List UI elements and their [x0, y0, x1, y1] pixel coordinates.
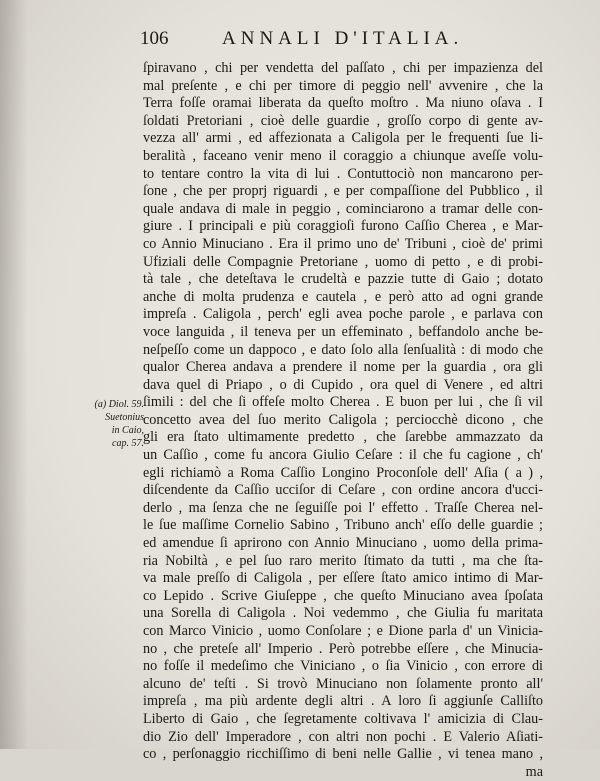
text-line: Ufiziali delle Compagnie Pretoriane , uomo di petto , e di probi- — [143, 253, 543, 270]
text-line: ſone , che per proprj riguardi , e per compaſſione del Pubblico , il — [143, 183, 543, 200]
text-line: no , che preteſe all' Imperio . Però potrebbe eſſere , che Minucia- — [143, 640, 543, 657]
text-line: con Marco Vinicio , uomo Conſolare ; e Dione parla d' un Vinicia- — [143, 623, 543, 639]
text-line: alcuno de' teſti . Si trovò Minuciano non ſolamente pronto all' — [143, 675, 543, 692]
margin-note — [88, 398, 144, 450]
text-line: neſpeſſo come un dappoco , e dato ſolo alla ſenſualità : di modo che — [143, 341, 543, 358]
running-title: ANNALI D'ITALIA. — [222, 28, 464, 49]
text-line: tà tale , che deteſtava le crudeltà e pazzie tutte di Gaio ; dotato — [143, 271, 543, 288]
text-line: gli era ſtato ultimamente predetto , che ſarebbe ammazzato da — [143, 429, 543, 446]
text-line: dio Zio dell' Imperadore , con altri non pochi . E Valerio Aſiati- — [143, 728, 543, 745]
margin-note-line: cap. 57. — [112, 438, 144, 449]
page-header — [140, 28, 560, 56]
text-line: ma — [525, 763, 543, 780]
text-line: co Annio Minuciano . Era il primo uno de' Tribuni , cioè de' primi — [143, 235, 543, 252]
text-line: voce languida , il teneva per un effeminato , beffandolo anche be- — [143, 323, 543, 340]
text-line: giure . I principali e più coraggioſi furono Caſſio Cherea , e Mar- — [143, 218, 543, 235]
text-line: co Lepido . Scrive Giuſeppe , che queſto Minuciano avea ſpoſata — [143, 587, 543, 604]
margin-note-line: (a) Diol. 59. — [94, 399, 144, 410]
text-line: impreſa , ma più ardente degli altri . A loro ſi aggiunſe Calliſto — [143, 693, 543, 710]
text-line: quale andava di male in peggio , cominciarono a tramar delle con- — [143, 200, 543, 217]
text-line: concetto avea del ſuo merito Caligola ; perciocchè dicono , che — [143, 411, 543, 428]
text-line: una Sorella di Caligola . Noi vedemmo , che Giulia fu maritata — [143, 605, 543, 622]
text-line: no foſſe il medeſimo che Viniciano , o ſia Vinicio , con errore di — [143, 658, 543, 675]
text-line: Liberto di Gaio , che ſegretamente coltivava l' amicizia di Clau- — [143, 710, 543, 727]
text-line: diſcendente da Caſſio ucciſor di Ceſare , con ordine ancora d'ucci- — [143, 482, 543, 499]
text-line: anche di molta prudenza e cautela , e però atto ad ogni grande — [143, 288, 543, 305]
text-line: egli richiamò a Roma Caſſio Longino Proconſole dell' Aſia ( a ) , — [143, 464, 543, 481]
text-line: vezza all' armi , ed affezionata a Caligola per le frequenti ſue li- — [143, 130, 543, 147]
text-line: va male preſſo di Caligola , per eſſere ſtato amico intimo di Mar- — [143, 570, 543, 587]
text-line: qualor Cherea andava a prendere il nome per la guardia , ora gli — [143, 359, 543, 376]
text-line: dava quel di Priapo , o di Cupido , ora quel di Venere , ed altri — [143, 376, 543, 393]
text-line: derlo , ma ſenza che ne ſeguiſſe poi l' effetto . Traſſe Cherea nel- — [143, 499, 543, 516]
text-line: ed amendue ſi aprirono con Annio Minuciano , uomo della prima- — [143, 535, 543, 552]
text-line: ſoldati Pretoriani , cioè delle guardie , groſſo corpo di gente av- — [143, 112, 543, 129]
text-line: beralità , faceano venir meno il coraggio a chiunque aveſſe volu- — [143, 147, 543, 164]
body-text — [143, 60, 543, 781]
text-line: mal preſente , e chi per timore di peggio nell' avvenire , che la — [143, 77, 543, 94]
text-line: ſimili : del che ſi offeſe molto Cherea . E buon per lui , che ſi vil — [143, 394, 543, 411]
text-line: co , perſonaggio ricchiſſimo di beni nelle Gallie , vi tenea mano , — [143, 746, 543, 763]
page-number: 106 — [140, 28, 169, 49]
margin-note-line: in Caio, — [111, 425, 144, 436]
text-line: impreſa . Caligola , perch' egli avea poche parole , e parlava con — [143, 306, 543, 323]
text-line: Terra foſſe oramai liberata da queſto moſtro . Ma niuno oſava . I — [143, 95, 543, 112]
text-line: un Caſſio , come fu ancora Giulio Ceſare : il che fu cagione , ch' — [143, 447, 543, 464]
margin-note-line: Suetonius — [105, 412, 144, 423]
text-line: le ſue maſſime Cornelio Sabino , Tribuno anch' eſſo delle guardie ; — [143, 517, 543, 534]
text-line: ria Nobiltà , e pel ſuo raro merito ſtimato da tutti , ma che ſta- — [143, 552, 543, 569]
text-line: to tentare contro la vita di lui . Contuttociò non mancarono per- — [143, 165, 543, 182]
text-line: ſpiravano , chi per vendetta del paſſato , chi per impazienza del — [143, 60, 543, 76]
binding-shadow — [0, 0, 28, 749]
